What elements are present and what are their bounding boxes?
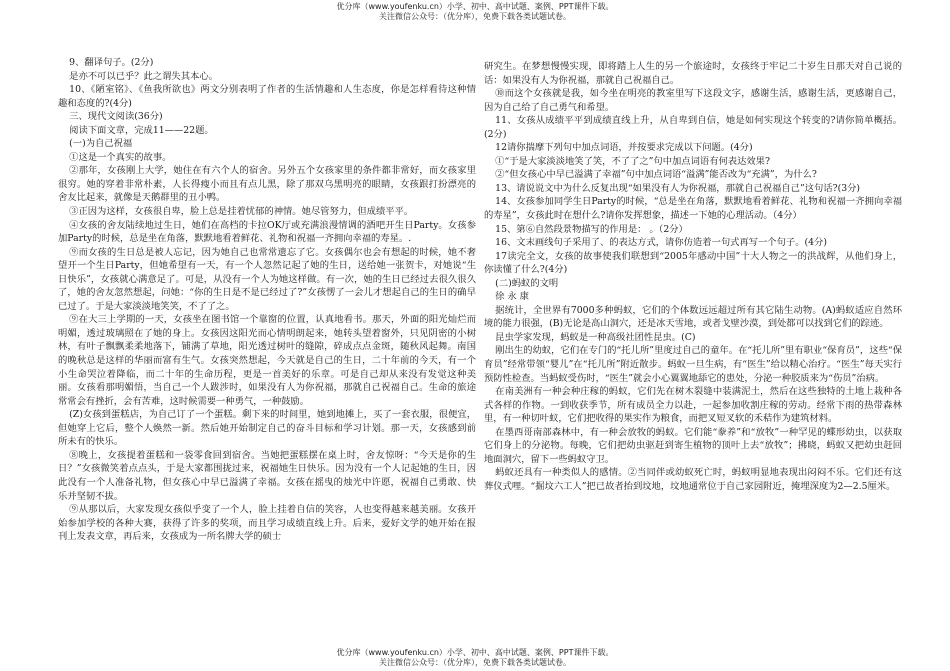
question-9-sentence: 是亦不可以已乎？此之谓失其本心。 [69, 70, 218, 82]
left-column [58, 56, 476, 544]
question-14: 14、女孩参加同学生日Party的时候，“总是坐在角落，默默地看着鲜花、礼物和祝福一齐拥向幸福的寿星”，女孩此时在想什么?请你发挥想象，描述一下她的心理活动。（4分） [484, 196, 902, 222]
article-paragraph: ①这是一个真实的故事。 [69, 151, 172, 163]
question-15: 15、第⑥自然段景物描写的作用是： 。（2分） [495, 223, 688, 235]
header-line-2: 关注微信公众号：（优分库），免费下载各类试题试卷。 [379, 12, 571, 21]
article-paragraph: 蚂蚁还具有一种类似人的感情。②当同伴或幼蚁死亡时，蚂蚁明显地表现出闷闷不乐。它们还有这葬仪式哩。“掘坟六工人”把已故者抬到坟地，坟地通常位于自己家园附近，掩埋深度为2—2.5厘米。 [484, 467, 902, 492]
right-column [484, 60, 902, 494]
question-17: 17读完全文，女孩的故事使我们联想到“2005年感动中国”十大人物之一的洪战辉，从他们身上，你读懂了什么?(4分) [484, 250, 902, 276]
footer-line-2: 关注微信公众号：（优分库），免费下载各类试题试卷。 [379, 658, 571, 667]
article-2-author: 徐 永 康 [495, 291, 529, 303]
article-paragraph: ⑩而这个女孩就是我，如今坐在明亮的教室里写下这段文字，感谢生活，感谢生活，更感谢自己，因为自己给了自己勇气和希望。 [484, 88, 902, 113]
reading-instruction: 阅读下面文章，完成11——22题。 [69, 124, 214, 136]
article-1-title: (一)为自己祝福 [69, 138, 133, 150]
article-paragraph: 在墨西哥南部森林中，有一种会放牧的蚂蚁。它们能“豢养”和“放牧”一种罕见的蝶形幼虫，以获取它们身上的分泌物。每晚，它们把幼虫驱赶到寄生植物的顶叶上去“放牧”；拂晓，蚂蚁又把幼虫赶回地面洞穴，留下一些蚂蚁守卫。 [484, 426, 902, 465]
question-16: 16、文末画线句子采用了、的表达方式，请你仿造着一句式再写一个句子。(4分) [495, 237, 827, 249]
question-12: 12请你揣摩下列句中加点词语，并按要求完成以下问题。(4分) [495, 142, 753, 154]
article-paragraph: 研究生。在梦想慢慢实现，即将踏上人生的另一个旅途时，女孩终于牢记二十岁生日那天对自己说的话：如果没有人为你祝福，那就自己祝福自己。 [484, 61, 902, 86]
article-paragraph: ⑨在大三上学期的一天，女孩坐在图书馆一个靠窗的位置，认真地看书。那天，外面的阳光灿烂而明媚，透过玻璃照在了她的身上。女孩因这阳光而心情明朗起来，她转头望着窗外，只见阴密的小树林，有叶子飘飘柔柔地落下，铺满了草地，阳光透过树叶的缝隙，碎成点点金斑，随秋风起舞。南国的晚秋总是这样的华丽而富有生气。女孩突然想起，今天就是自己的生日，二十年前的今天，有一个小生命哭泣着降临，而二十年的生命历程，更是一首美好的乐章。可是自己却从来没有发觉这种美丽。女孩看那明媚悟，当自己一个人跋涉时，如果没有人为你祝福，那就自己祝福自己。生命的旅途常常会有挫折，会有苦难，这时候需要一种勇气，一种鼓励。 [58, 314, 476, 407]
page-header [0, 2, 950, 22]
article-2-title: (二)蚂蚁的文明 [495, 277, 559, 289]
article-paragraph: ②那年，女孩刚上大学，她住在有六个人的宿舍。另外五个女孩家里的条件都非常好，而女孩家里很穷。她的穿着非常朴素，人长得瘦小而且有点儿黑，除了那双乌黑明亮的眼睛，女孩跟打扮漂亮的舍友比起来，就像是天鹅群里的丑小鸭。 [58, 165, 476, 204]
article-paragraph: ⑨从那以后，大家发现女孩似乎变了一个人，脸上挂着自信的笑容，人也变得越来越美丽。女孩开始参加学校的各种大赛，获得了许多的奖项，而且学习成绩直线上升。后来，爱好文学的她开始在报刊上发表文章，再后来，女孩成为一所名牌大学的硕士 [58, 504, 476, 543]
question-12-part-1: ①“于是大家淡淡地笑了笑，不了了之”句中加点词语有何表达效果? [495, 155, 770, 167]
article-paragraph: ④女孩的舍友陆续地过生日，她们在高档的卡拉OK厅或充满浪漫情调的酒吧开生日Party。女孩参加Party的时候，总是坐在角落，默默地看着鲜花、礼物和祝福一齐拥向幸福的寿星。. [58, 219, 476, 245]
question-9: 9、翻译句子。(2分) [69, 57, 154, 68]
page-footer [0, 648, 950, 668]
question-10: 10、《陋室铭》、《鱼我所欲也》两文分别表明了作者的生活情趣和人生态度，你是怎样看待这种情趣和态度的?(4分) [58, 84, 476, 109]
header-line-1: 优分库（www.youfenku.cn）小学、初中、高中试题、案例、PPT课件下载。 [336, 2, 614, 11]
article-paragraph: 昆虫学家发现，蚂蚁是一种高级社团性昆虫。(C) [495, 331, 696, 343]
article-paragraph: ③正因为这样，女孩很自卑，脸上总是挂着忧郁的神情。她尽管努力，但成绩平平。 [69, 206, 414, 218]
article-paragraph: ⑧晚上，女孩提着蛋糕和一袋零食回到宿舍。当她把蛋糕摆在桌上时，舍友惊呀：“今天是你的生日？”女孩微笑着点点头，于是大家都围拢过来，祝福她生日快乐。因为没有一个人记起她的生日，因此没有一个人准备礼物，但女孩心中早已溢满了幸福。女孩在摇曳的烛光中许愿，祝福自己勇敢、快乐并坚韧不拔。 [58, 449, 476, 502]
footer-line-1: 优分库（www.youfenku.cn）小学、初中、高中试题、案例、PPT课件下载。 [336, 648, 614, 657]
question-12-part-2: ②“但女孩心中早已溢满了幸福”句中加点词语“溢满”能否改为“充满”，为什么? [495, 169, 817, 181]
article-paragraph: 刚出生的幼蚁，它们在专门的“托儿所”里度过自己的童年。在“托儿所”里有职业“保育员”，这些“保育员”经常带领“婴儿”在“托儿所”附近散步。蚂蚁一旦生病，有“医生”给以精心治疗。“医生”每天实行预防性检查。当蚂蚁受伤时，“医生”就会小心翼翼地舔它的患处，分泌一种胶质来为“伤员”治病。 [484, 345, 902, 384]
question-13: 13、请说说文中为什么反复出现“如果没有人为你祝福，那就自己祝福自己”这句话?(3分) [495, 182, 861, 194]
section-3-heading: 三、现代文阅读(36分) [69, 111, 163, 123]
article-paragraph: (Z)女孩到蛋糕店，为自己订了一个蛋糕。剩下来的时间里，她到地摊上，买了一套衣服，很便宜，但她穿上它后，整个人焕然一新。然后她开始制定自己的奋斗目标和学习计划。那一天，女孩感到前所未有的快乐。 [58, 409, 476, 448]
article-paragraph: ⑨而女孩的生日总是被人忘记，因为她自己也常常遗忘了它。女孩偶尔也会有想起的时候，她不奢望开一个生日Party，但她希望有一天，有一个人忽然记起了她的生日，送给她一张贺卡，对她说“生日快乐”，女孩就心满意足了。可是，从没有一个人为她这样做。有一次，她的生日已经过去很久很久了，她的舍友忽然想起，问她：“你的生日是不是已经过了?”女孩愣了一会儿才想起自己的生日的确早已过了。于是大家淡淡地笑笑，不了了之。 [58, 246, 476, 312]
question-11: 11、女孩从成绩平平到成绩直线上升，从自卑到自信，她是如何实现这个转变的?请你简单概括。(2分) [484, 115, 902, 140]
article-paragraph: 在南美洲有一种会种庄稼的蚂蚁，它们先在树木裂缝中装满泥土，然后在这些独特的土地上栽种各式各样的作物。一到收获季节，所有成员全力以赴，一起参加收割庄稼的劳动。经常下雨的热带森林里，有一种切叶蚁，它们把收得的果实作为粮食，而把叉短叉软的禾秸作为建筑材料。 [484, 386, 902, 425]
article-paragraph: 据统计，全世界有7000多种蚂蚁，它们的个体数远远超过所有其它陆生动物。(A)蚂蚁适应自然环境的能力很强，(B)无论是高山洞穴，还是冰天雪地，或者戈壁沙漠，到处都可以找到它们的踪迹。 [484, 304, 902, 330]
